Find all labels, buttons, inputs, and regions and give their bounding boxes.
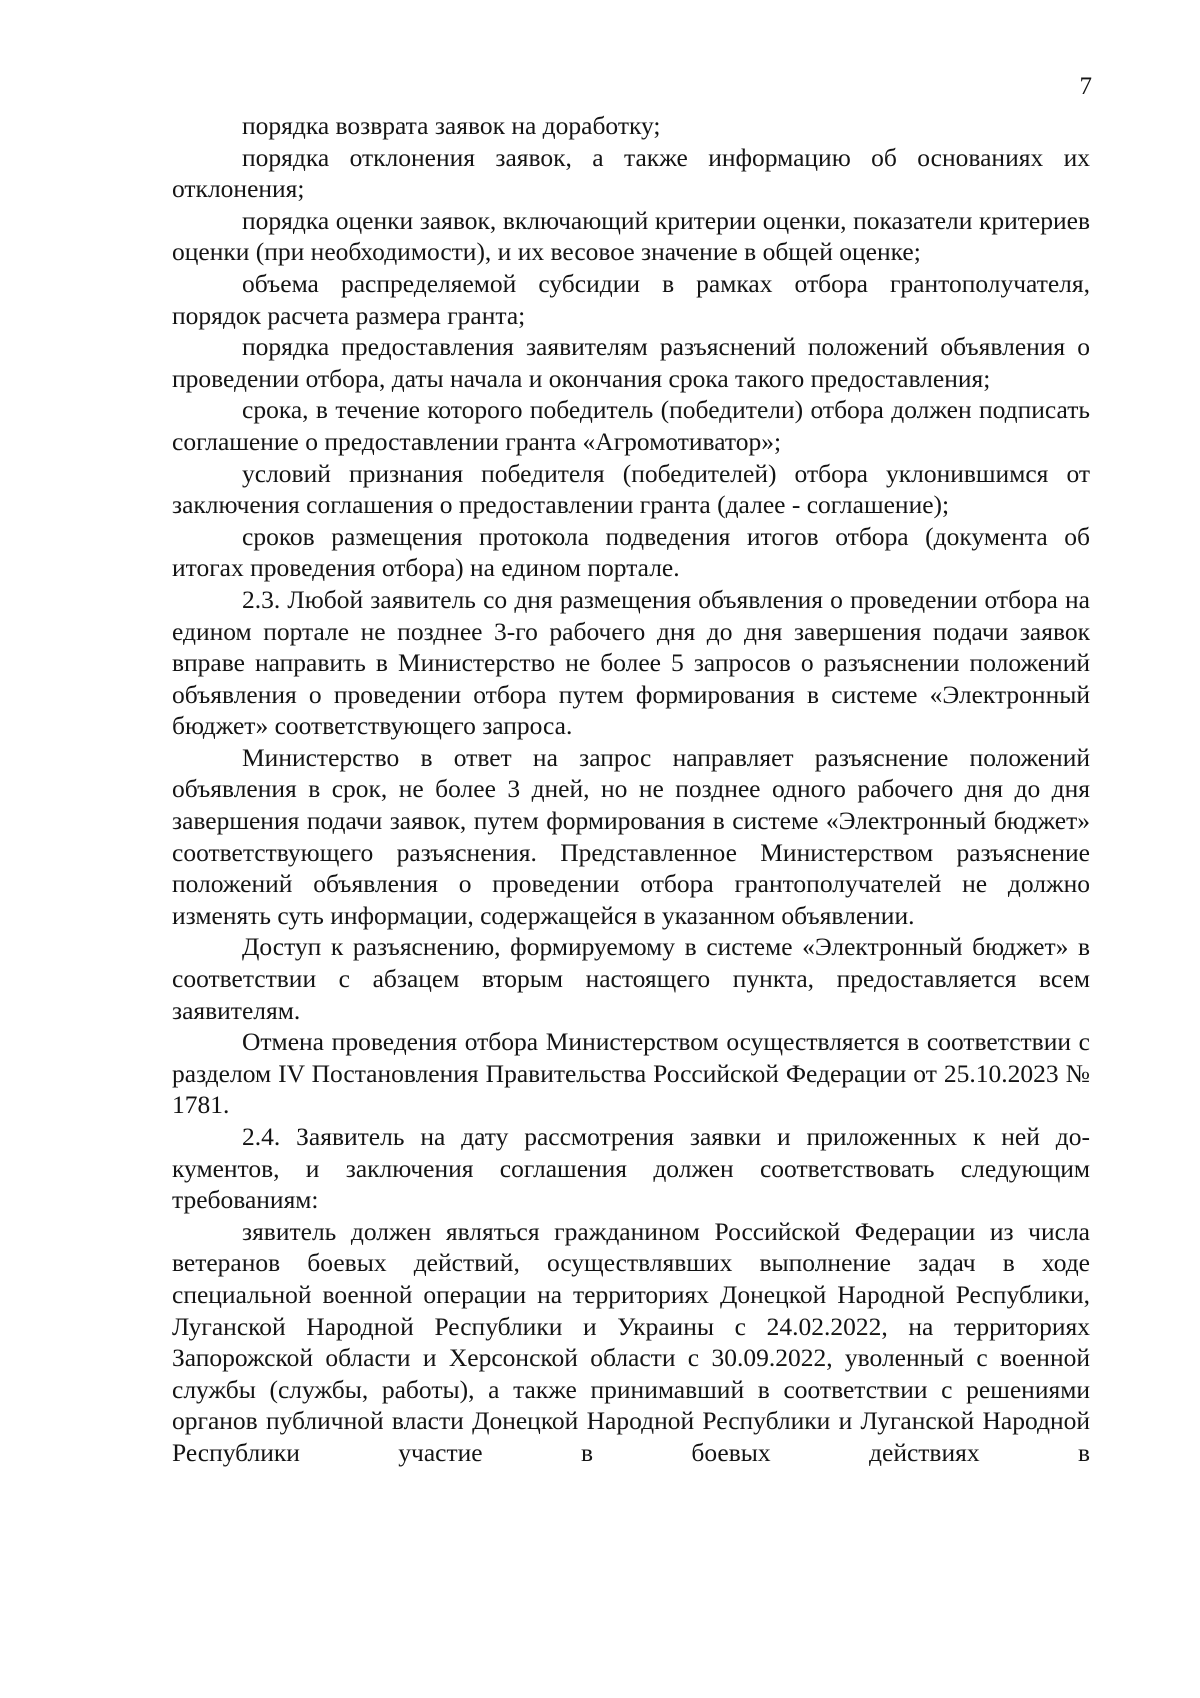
paragraph-signing-term: срока, в течение которого победитель (победители) отбора должен подписать соглашение о предоставлении гранта «Агромотиватор»; bbox=[172, 395, 1090, 456]
paragraph-return-procedure: порядка возврата заявок на доработку; bbox=[242, 111, 661, 140]
paragraph-rejection-procedure: порядка отклонения заявок, а также информацию об основаниях их отклонения; bbox=[172, 142, 1090, 204]
paragraph-evaluation-procedure: порядка оценки заявок, включающий критерии оценки, показатели критериев оценки (при необходимости), и их весовое значение в общей оценке; bbox=[172, 205, 1090, 267]
paragraph-cancellation: Отмена проведения отбора Министерством осуществляется в соответствии с разделом IV Постановления Правительства Российской Федерации от 25.10.2023 № 1781. bbox=[172, 1027, 1090, 1120]
paragraph-subsidy-volume: объема распределяемой субсидии в рамках отбора грантополучателя, порядок расчета размера гранта; bbox=[172, 268, 1090, 330]
paragraph-clarification-access: Доступ к разъяснению, формируемому в системе «Электронный бюджет» в соответствии с абзацем вторым настоящего пункта, предоставляется всем заявителям. bbox=[172, 932, 1090, 1025]
paragraph-applicant-requirement: зявитель должен являться гражданином Российской Федерации из числа ветеранов боевых действий, осуществлявших выполнение задач в ходе специальной военной операции на территориях Донецкой Народной Республики, Луганской Народной Республики и Украины с 24.02.2022, на территориях Запорожской области и Херсонской области с 30.09.2022, уволенный с военной службы (службы, работы), а также принимавший в соответствии с решениями органов публичной власти Донецкой Народной Республики и Луганской Народной Республики участие в боевых действиях в bbox=[172, 1216, 1090, 1467]
paragraph-evasion-conditions: условий признания победителя (победителей) отбора уклонившимся от заключения соглашения о предоставлении гранта (далее - соглашение); bbox=[172, 458, 1090, 520]
paragraph-ministry-response: Министерство в ответ на запрос направляет разъяснение положений объявления в срок, не более 3 дней, но не позднее одного рабочего дня до дня завершения подачи заявок, путем формирования в системе «Электронный бюджет» соответствующего разъяснения. Представленное Министерством разъяснение положений объявления о проведении отбора грантополучателей не должно изменять суть информации, содержащейся в указанном объявлении. bbox=[172, 742, 1090, 930]
paragraph-clarification-procedure: порядка предоставления заявителям разъяснений положений объявления о проведении отбора, даты начала и окончания срока такого предоставления; bbox=[172, 332, 1090, 393]
paragraph-section-2-3: 2.3. Любой заявитель со дня размещения объявления о проведении отбора на едином портале не позднее 3-го рабочего дня до дня завершения подачи заявок вправе направить в Министерство не более 5 запросов о разъяснении положений объявления о проведении отбора путем формирования в системе «Электронный бюджет» соответствующего запроса. bbox=[172, 584, 1090, 741]
page-number: 7 bbox=[1079, 73, 1092, 100]
paragraph-section-2-4: 2.4. Заявитель на дату рассмотрения заявки и приложенных к ней документов, и заключения соглашения должен соответствовать следующим требованиям: bbox=[172, 1122, 1090, 1215]
document-body bbox=[172, 110, 1090, 1469]
paragraph-protocol-terms: сроков размещения протокола подведения итогов отбора (документа об итогах проведения отбора) на едином портале. bbox=[172, 521, 1090, 583]
